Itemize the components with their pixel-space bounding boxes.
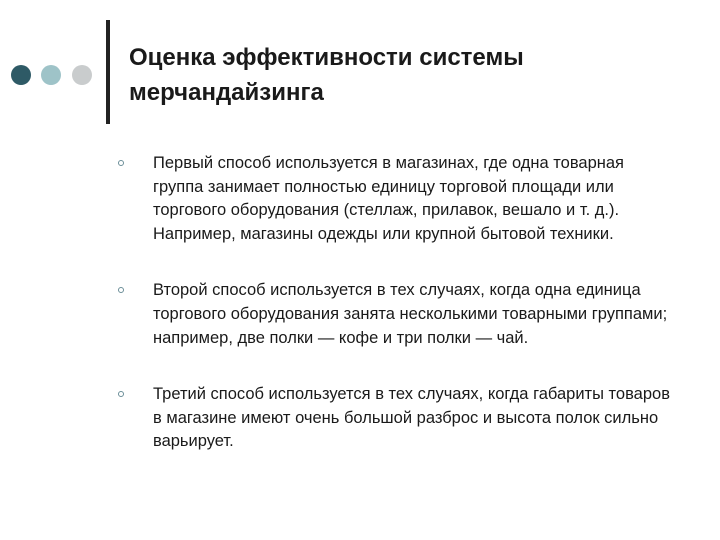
bullet-text: Второй способ используется в тех случаях, когда одна единица торгового оборудования занята несколькими товарными группами; например, две полки — кофе и три полки — чай. [153,281,668,347]
bullet-item [118,279,678,350]
teal-circle-icon [41,65,61,85]
ring-bullet-icon [118,160,124,166]
bullet-item [118,152,678,246]
bullet-list [118,152,678,454]
ring-bullet-icon [118,391,124,397]
decorative-dots [11,65,95,85]
gray-circle-icon [72,65,92,85]
dark-circle-icon [11,65,31,85]
bullet-item [118,383,678,454]
slide-title: Оценка эффективности системы мерчандайзинга [129,44,524,106]
bullet-text: Третий способ используется в тех случаях, когда габариты товаров в магазине имеют очень большой разброс и высота полок сильно варьирует. [153,385,670,451]
ring-bullet-icon [118,287,124,293]
title-divider [106,20,110,124]
bullet-text: Первый способ используется в магазинах, где одна товарная группа занимает полностью единицу торговой площади или торгового оборудования (стеллаж, прилавок, вешало и т. д.). Например, магазины одежды или крупной бытовой техники. [153,154,624,243]
